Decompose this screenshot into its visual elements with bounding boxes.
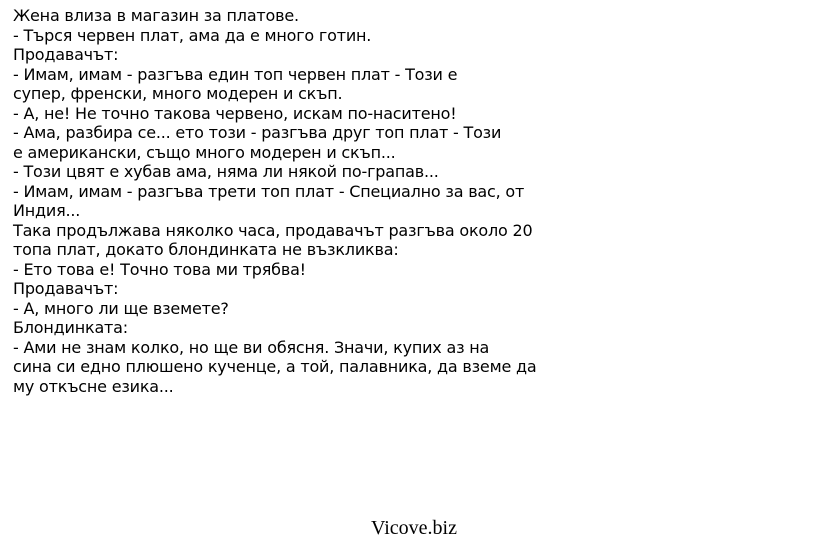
joke-line: Индия... — [13, 201, 81, 220]
joke-line: - А, много ли ще вземете? — [13, 298, 229, 318]
joke-line: - Този цвят е хубав ама, няма ли някой по-грапав... — [13, 162, 439, 181]
joke-line: - Имам, имам - разгъва един топ червен плат - Този е — [13, 64, 458, 84]
joke-line: топа плат, докато блондинката не възкликва: — [13, 240, 399, 259]
joke-line: - Ама, разбира се... ето този - разгъва друг топ плат - Този — [13, 123, 502, 142]
joke-line: - А, не! Не точно такова червено, искам по-наситено! — [13, 103, 457, 123]
joke-line: Жена влиза в магазин за платове. — [13, 6, 299, 25]
site-watermark: Vicove.biz — [371, 517, 457, 539]
joke-line: - Ето това е! Точно това ми трябва! — [13, 259, 306, 279]
joke-line: - Ами не знам колко, но ще ви обясня. Значи, купих аз на — [13, 337, 490, 357]
joke-text — [13, 6, 823, 396]
joke-line: супер, френски, много модерен и скъп. — [13, 84, 343, 103]
joke-line: му откъсне езика... — [13, 376, 174, 396]
joke-line: Така продължава няколко часа, продавачът разгъва около 20 — [13, 220, 533, 240]
joke-line: - Търся червен плат, ама да е много готин. — [13, 25, 372, 45]
joke-line: - Имам, имам - разгъва трети топ плат - Специално за вас, от — [13, 181, 525, 201]
joke-line: Блондинката: — [13, 318, 128, 337]
joke-line: Продавачът: — [13, 279, 119, 298]
joke-line: Продавачът: — [13, 45, 119, 64]
joke-line: сина си едно плюшено кученце, а той, палавника, да вземе да — [13, 357, 537, 376]
joke-line: е американски, също много модерен и скъп... — [13, 142, 396, 162]
